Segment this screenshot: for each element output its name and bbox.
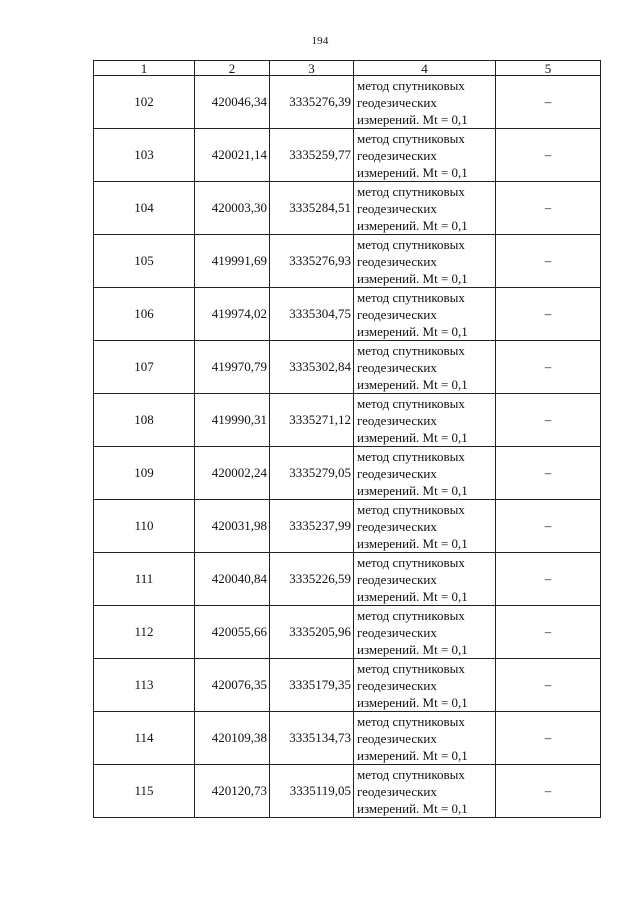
table-row <box>94 500 601 553</box>
method-cell <box>354 659 496 712</box>
method-line: измерений. Mt = 0,1 <box>357 164 468 180</box>
coordinate-x-cell: 420046,34 <box>195 76 270 129</box>
method-line: геодезических <box>357 253 437 269</box>
method-line: измерений. Mt = 0,1 <box>357 588 468 604</box>
point-number-cell: 109 <box>94 447 195 500</box>
coordinate-x-cell: 420040,84 <box>195 553 270 606</box>
method-line: геодезических <box>357 306 437 322</box>
method-line: метод спутниковых <box>357 183 465 199</box>
method-cell <box>354 394 496 447</box>
method-line: метод спутниковых <box>357 342 465 358</box>
method-line: измерений. Mt = 0,1 <box>357 535 468 551</box>
point-number-cell: 104 <box>94 182 195 235</box>
point-number-cell: 107 <box>94 341 195 394</box>
note-cell: – <box>496 447 601 500</box>
point-number-cell: 115 <box>94 765 195 818</box>
method-line: метод спутниковых <box>357 607 465 623</box>
point-number-cell: 110 <box>94 500 195 553</box>
point-number-cell: 114 <box>94 712 195 765</box>
method-line: измерений. Mt = 0,1 <box>357 694 468 710</box>
coordinate-x-cell: 420003,30 <box>195 182 270 235</box>
coordinate-x-cell: 419974,02 <box>195 288 270 341</box>
method-cell <box>354 712 496 765</box>
header-col-1: 1 <box>94 61 195 76</box>
coordinate-y-cell: 3335119,05 <box>270 765 354 818</box>
coordinate-y-cell: 3335304,75 <box>270 288 354 341</box>
note-cell: – <box>496 341 601 394</box>
method-cell <box>354 288 496 341</box>
table-row <box>94 129 601 182</box>
point-number-cell: 111 <box>94 553 195 606</box>
coordinate-y-cell: 3335179,35 <box>270 659 354 712</box>
coordinates-table <box>93 60 601 818</box>
coordinate-x-cell: 420120,73 <box>195 765 270 818</box>
table-row <box>94 712 601 765</box>
method-line: измерений. Mt = 0,1 <box>357 270 468 286</box>
table-row <box>94 341 601 394</box>
note-cell: – <box>496 765 601 818</box>
coordinate-y-cell: 3335259,77 <box>270 129 354 182</box>
method-line: геодезических <box>357 94 437 110</box>
coordinate-y-cell: 3335271,12 <box>270 394 354 447</box>
method-line: геодезических <box>357 624 437 640</box>
coordinate-x-cell: 420031,98 <box>195 500 270 553</box>
coordinate-x-cell: 420076,35 <box>195 659 270 712</box>
method-line: метод спутниковых <box>357 660 465 676</box>
note-cell: – <box>496 553 601 606</box>
method-cell <box>354 76 496 129</box>
method-cell <box>354 500 496 553</box>
method-line: измерений. Mt = 0,1 <box>357 217 468 233</box>
coordinate-y-cell: 3335276,39 <box>270 76 354 129</box>
method-line: метод спутниковых <box>357 713 465 729</box>
method-line: метод спутниковых <box>357 554 465 570</box>
method-line: геодезических <box>357 147 437 163</box>
method-line: геодезических <box>357 412 437 428</box>
header-col-5: 5 <box>496 61 601 76</box>
note-cell: – <box>496 606 601 659</box>
method-line: геодезических <box>357 518 437 534</box>
method-line: геодезических <box>357 359 437 375</box>
note-cell: – <box>496 182 601 235</box>
table-row <box>94 553 601 606</box>
table-row <box>94 182 601 235</box>
page-number: 194 <box>311 35 329 47</box>
method-line: измерений. Mt = 0,1 <box>357 747 468 763</box>
method-line: измерений. Mt = 0,1 <box>357 482 468 498</box>
header-row <box>94 61 601 76</box>
method-line: измерений. Mt = 0,1 <box>357 429 468 445</box>
coordinate-y-cell: 3335276,93 <box>270 235 354 288</box>
method-cell <box>354 129 496 182</box>
table-row <box>94 606 601 659</box>
table-header <box>94 61 601 76</box>
coordinate-y-cell: 3335302,84 <box>270 341 354 394</box>
coordinate-y-cell: 3335134,73 <box>270 712 354 765</box>
method-cell <box>354 447 496 500</box>
note-cell: – <box>496 235 601 288</box>
header-col-4: 4 <box>354 61 496 76</box>
method-line: геодезических <box>357 783 437 799</box>
table-row <box>94 394 601 447</box>
coordinate-y-cell: 3335237,99 <box>270 500 354 553</box>
coordinate-x-cell: 419991,69 <box>195 235 270 288</box>
coordinate-y-cell: 3335284,51 <box>270 182 354 235</box>
method-cell <box>354 341 496 394</box>
coordinate-x-cell: 420109,38 <box>195 712 270 765</box>
coordinate-x-cell: 420002,24 <box>195 447 270 500</box>
method-line: метод спутниковых <box>357 501 465 517</box>
method-cell <box>354 765 496 818</box>
table-row <box>94 235 601 288</box>
coordinate-y-cell: 3335226,59 <box>270 553 354 606</box>
method-cell <box>354 235 496 288</box>
method-cell <box>354 553 496 606</box>
method-line: измерений. Mt = 0,1 <box>357 800 468 816</box>
method-line: метод спутниковых <box>357 766 465 782</box>
point-number-cell: 108 <box>94 394 195 447</box>
table-row <box>94 765 601 818</box>
method-cell <box>354 182 496 235</box>
method-line: метод спутниковых <box>357 395 465 411</box>
table-body <box>94 76 601 818</box>
method-line: метод спутниковых <box>357 289 465 305</box>
coordinate-x-cell: 420021,14 <box>195 129 270 182</box>
method-line: геодезических <box>357 200 437 216</box>
note-cell: – <box>496 712 601 765</box>
note-cell: – <box>496 659 601 712</box>
method-line: измерений. Mt = 0,1 <box>357 641 468 657</box>
method-line: метод спутниковых <box>357 130 465 146</box>
coordinate-x-cell: 420055,66 <box>195 606 270 659</box>
point-number-cell: 106 <box>94 288 195 341</box>
point-number-cell: 103 <box>94 129 195 182</box>
method-line: метод спутниковых <box>357 77 465 93</box>
coordinate-y-cell: 3335279,05 <box>270 447 354 500</box>
note-cell: – <box>496 76 601 129</box>
method-line: метод спутниковых <box>357 236 465 252</box>
method-line: геодезических <box>357 465 437 481</box>
point-number-cell: 113 <box>94 659 195 712</box>
note-cell: – <box>496 500 601 553</box>
method-cell <box>354 606 496 659</box>
note-cell: – <box>496 129 601 182</box>
method-line: измерений. Mt = 0,1 <box>357 376 468 392</box>
method-line: измерений. Mt = 0,1 <box>357 323 468 339</box>
header-col-2: 2 <box>195 61 270 76</box>
method-line: геодезических <box>357 677 437 693</box>
table-row <box>94 447 601 500</box>
table-row <box>94 659 601 712</box>
coordinate-x-cell: 419970,79 <box>195 341 270 394</box>
table-row <box>94 76 601 129</box>
point-number-cell: 112 <box>94 606 195 659</box>
method-line: геодезических <box>357 571 437 587</box>
note-cell: – <box>496 394 601 447</box>
method-line: метод спутниковых <box>357 448 465 464</box>
coordinate-x-cell: 419990,31 <box>195 394 270 447</box>
header-col-3: 3 <box>270 61 354 76</box>
method-line: геодезических <box>357 730 437 746</box>
note-cell: – <box>496 288 601 341</box>
point-number-cell: 102 <box>94 76 195 129</box>
point-number-cell: 105 <box>94 235 195 288</box>
method-line: измерений. Mt = 0,1 <box>357 111 468 127</box>
coordinate-y-cell: 3335205,96 <box>270 606 354 659</box>
table-row <box>94 288 601 341</box>
